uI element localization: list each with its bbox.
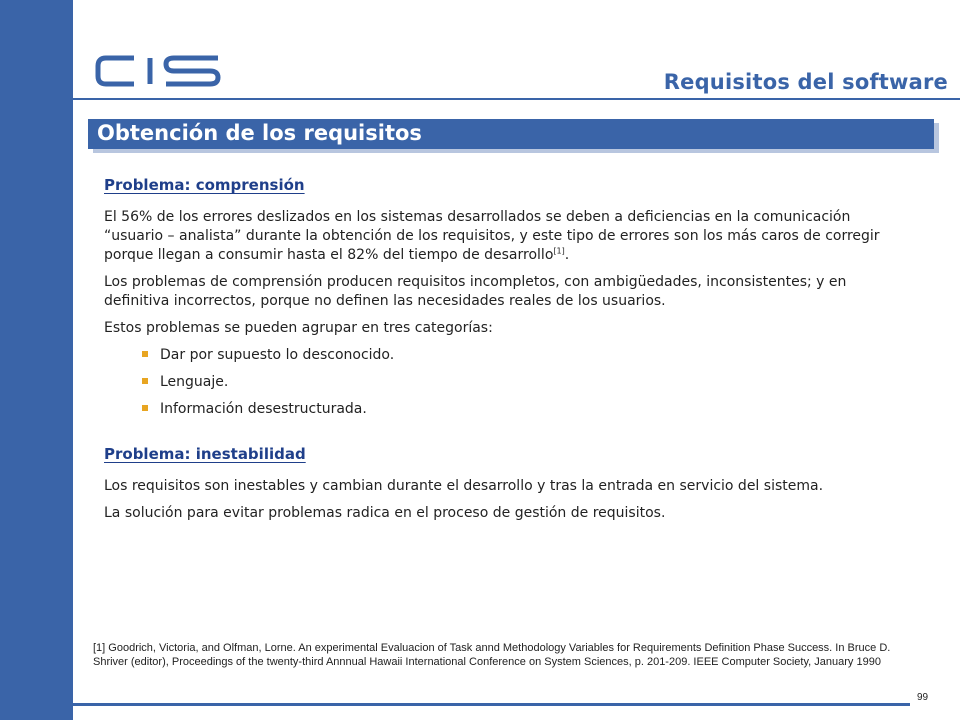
comprehension-paragraph-1-text: El 56% de los errores deslizados en los sistemas desarrollados se deben a deficiencias en la comunicación “usuario – analista” durante la obtención de los requisitos, y este tipo de errores son los más caros de corregir porque llegan a consumir hasta el 82% del tiempo de desarrollo [104,209,880,263]
left-sidebar-bar [0,0,73,720]
bullet-square-icon [142,378,148,384]
categories-list [104,346,904,419]
problem-instability-heading: Problema: inestabilidad [104,445,306,463]
section-title: Obtención de los requisitos [97,121,422,145]
header-divider [73,98,960,100]
comprehension-paragraph-1-end: . [564,247,570,263]
problem-comprehension-heading: Problema: comprensión [104,176,305,194]
footer-divider [73,703,910,706]
list-item-text: Lenguaje. [160,374,229,390]
comprehension-paragraph-2: Los problemas de comprensión producen requisitos incompletos, con ambigüedades, inconsistentes; y en definitiva incorrectos, porque no definen las necesidades reales de los usuarios. [104,274,847,309]
slide-title: Requisitos del software [663,70,948,94]
cis-logo [94,52,224,90]
comprehension-paragraph-3: Estos problemas se pueden agrupar en tres categorías: [104,320,493,336]
comprehension-paragraph-1 [104,208,904,265]
page-number: 99 [917,692,929,703]
list-item [142,373,904,392]
bullet-square-icon [142,351,148,357]
footnote-reference: [1] [553,246,565,256]
instability-paragraph-2: La solución para evitar problemas radica en el proceso de gestión de requisitos. [104,505,666,521]
list-item [142,346,904,365]
footnote: [1] Goodrich, Victoria, and Olfman, Lorne. An experimental Evaluacion of Task annd Methodology Variables for Requirements Definition Phase Success. In Bruce D. Shriver (editor), Proceedings of the twenty-third Annnual Hawaii International Conference on System Sciences, p. 201-209. IEEE Computer Society, January 1990 [93,642,891,668]
list-item-text: Información desestructurada. [160,401,367,417]
instability-paragraph-1: Los requisitos son inestables y cambian durante el desarrollo y tras la entrada en servicio del sistema. [104,478,824,494]
section-banner [88,119,934,149]
slide-content [104,176,904,531]
list-item [142,400,904,419]
list-item-text: Dar por supuesto lo desconocido. [160,347,395,363]
bullet-square-icon [142,405,148,411]
